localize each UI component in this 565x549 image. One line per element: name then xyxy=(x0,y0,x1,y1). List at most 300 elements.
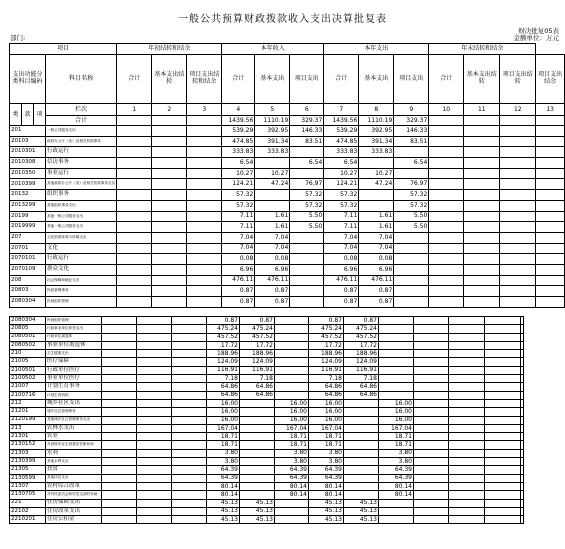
cell-c4: 7.18 xyxy=(207,375,240,383)
cell-c9 xyxy=(379,325,414,333)
cell-c9: 64.39 xyxy=(379,466,414,474)
cell-c13 xyxy=(521,375,524,383)
cell-c8: 0.87 xyxy=(359,286,394,297)
table-row xyxy=(10,190,565,201)
cell-c9: 18.71 xyxy=(379,433,414,441)
cell-c8: 45.13 xyxy=(344,507,379,515)
subject-name: 农业 xyxy=(46,433,102,441)
subject-name: 住房公积金 xyxy=(46,516,102,524)
cell-c3 xyxy=(187,275,222,286)
cell-c2 xyxy=(137,424,172,432)
cell-c5: 188.96 xyxy=(240,350,275,358)
subject-code: 2070101 xyxy=(10,254,46,265)
cell-c13 xyxy=(521,507,524,515)
cell-c4: 7.11 xyxy=(222,211,255,222)
table-row xyxy=(10,317,524,325)
cell-c12 xyxy=(500,286,536,297)
cell-c3 xyxy=(172,399,207,407)
cell-c3 xyxy=(187,158,222,169)
subject-code: 21007 xyxy=(10,383,46,391)
subject-name: 事业单位离退休 xyxy=(46,341,102,349)
subject-code: 21305 xyxy=(10,466,46,474)
cell-c13 xyxy=(521,433,524,441)
cell-c3 xyxy=(172,375,207,383)
cell-c8: 0.87 xyxy=(344,317,379,325)
header-basic-exp-2: 基本支出 xyxy=(359,55,394,104)
subject-name: 其他城乡社区管理事务支出 xyxy=(46,416,102,424)
cell-c11 xyxy=(464,136,500,147)
cell-c13 xyxy=(521,366,524,374)
subject-name: 行政事业单位养老支出 xyxy=(46,325,102,333)
cell-c8 xyxy=(344,441,379,449)
cell-c10 xyxy=(414,499,449,507)
cell-c7: 64.39 xyxy=(309,466,344,474)
cell-c13 xyxy=(536,275,565,286)
subject-name: 扶贫 xyxy=(46,466,102,474)
table-row xyxy=(10,179,565,190)
header-func-code: 支出功能分类科目编码 xyxy=(10,55,46,104)
cell-c5: 10.27 xyxy=(255,168,290,179)
table-row xyxy=(10,458,524,466)
cell-c11 xyxy=(449,424,485,432)
cell-c5: 6.96 xyxy=(255,264,290,275)
cell-c4: 3.80 xyxy=(207,458,240,466)
total-c4: 1439.56 xyxy=(222,116,255,126)
cell-c1 xyxy=(102,375,137,383)
cell-c5: 45.13 xyxy=(240,516,275,524)
cell-c8 xyxy=(344,424,379,432)
cell-c7: 6.54 xyxy=(324,158,359,169)
cell-c9: 57.32 xyxy=(394,200,429,211)
cell-c9: 146.33 xyxy=(394,126,429,137)
cell-c7: 7.11 xyxy=(324,222,359,233)
subject-name: 行政单位医疗 xyxy=(46,366,102,374)
header-year-expend: 本年支出 xyxy=(324,44,429,55)
subject-code: 2100501 xyxy=(10,366,46,374)
cell-c11 xyxy=(464,158,500,169)
cell-c1 xyxy=(102,325,137,333)
cell-c11 xyxy=(449,507,485,515)
cell-c2 xyxy=(152,168,187,179)
cell-c11 xyxy=(449,375,485,383)
subject-name: 其他一般公共服务支出 xyxy=(46,211,117,222)
cell-c10 xyxy=(414,449,449,457)
cell-c10 xyxy=(414,366,449,374)
subject-code: 2080304 xyxy=(10,297,46,308)
cell-c5: 45.13 xyxy=(240,507,275,515)
cell-c3 xyxy=(172,449,207,457)
subject-name: 计划生育机构 xyxy=(46,391,102,399)
cell-c11 xyxy=(464,232,500,243)
unit-label: 金额单位：万元 xyxy=(513,34,559,42)
cell-c11 xyxy=(449,341,485,349)
cell-c4: 16.00 xyxy=(207,416,240,424)
cell-c2 xyxy=(152,179,187,190)
cell-c3 xyxy=(172,466,207,474)
cell-c5: 391.34 xyxy=(255,136,290,147)
cell-c4: 476.11 xyxy=(222,275,255,286)
cell-c9: 80.14 xyxy=(379,482,414,490)
table-row xyxy=(10,358,524,366)
table-row xyxy=(10,168,565,179)
subject-name: 文化 xyxy=(46,243,117,254)
cell-c10 xyxy=(414,458,449,466)
header-project-exp-2: 项目支出 xyxy=(394,55,429,104)
cell-c4: 0.87 xyxy=(222,286,255,297)
cell-c10 xyxy=(429,158,464,169)
cell-c5 xyxy=(255,200,290,211)
cell-c5 xyxy=(255,158,290,169)
cell-c13 xyxy=(521,408,524,416)
subject-code: 210 xyxy=(10,350,46,358)
cell-c7: 3.80 xyxy=(309,449,344,457)
cell-c7: 188.96 xyxy=(309,350,344,358)
cell-c8: 475.24 xyxy=(344,325,379,333)
header-total-4: 合计 xyxy=(429,55,464,104)
cell-c3 xyxy=(187,222,222,233)
cell-c5 xyxy=(255,190,290,201)
cell-c8 xyxy=(344,491,379,499)
cell-c1 xyxy=(117,190,152,201)
subject-name: 住房改革支出 xyxy=(46,507,102,515)
cell-c11 xyxy=(464,286,500,297)
subject-name: 其他政府办公厅（室）及相关机构事务支出 xyxy=(46,179,117,190)
cell-c1 xyxy=(117,297,152,308)
subject-code: 21303 xyxy=(10,449,46,457)
total-row xyxy=(10,116,565,126)
table-row xyxy=(10,341,524,349)
approval-table-top xyxy=(9,43,565,308)
subject-code: 20805 xyxy=(10,325,46,333)
table-row xyxy=(10,383,524,391)
cell-c5: 0.87 xyxy=(255,297,290,308)
subject-name: 群众文化 xyxy=(46,264,117,275)
cell-c12 xyxy=(500,297,536,308)
subject-name: 行政运行 xyxy=(46,147,117,158)
cell-c7: 16.00 xyxy=(309,399,344,407)
cell-c13 xyxy=(521,499,524,507)
cell-c1 xyxy=(117,264,152,275)
cell-c12 xyxy=(485,516,521,524)
cell-c11 xyxy=(464,179,500,190)
cell-c7: 7.04 xyxy=(324,232,359,243)
cell-c5 xyxy=(240,416,275,424)
subject-code: 20132 xyxy=(10,190,46,201)
cell-c4: 80.14 xyxy=(207,491,240,499)
cell-c10 xyxy=(429,147,464,158)
cell-c13 xyxy=(521,333,524,341)
cell-c12 xyxy=(500,158,536,169)
cell-c6: 64.39 xyxy=(275,474,309,482)
subject-name: 农村综合改革 xyxy=(46,482,102,490)
table-row xyxy=(10,491,524,499)
cell-c10 xyxy=(429,254,464,265)
subject-code: 20701 xyxy=(10,243,46,254)
cell-c2 xyxy=(137,408,172,416)
cell-c1 xyxy=(102,433,137,441)
cell-c13 xyxy=(536,243,565,254)
cell-c6 xyxy=(290,147,324,158)
cell-c12 xyxy=(485,408,521,416)
subject-name: 信访事务 xyxy=(46,158,117,169)
table-row xyxy=(10,499,524,507)
cell-c11 xyxy=(449,433,485,441)
cell-c9 xyxy=(379,350,414,358)
cell-c7: 10.27 xyxy=(324,168,359,179)
cell-c11 xyxy=(464,168,500,179)
subject-code: 2130152 xyxy=(10,441,46,449)
subject-code: 2210201 xyxy=(10,516,46,524)
cell-c8: 0.87 xyxy=(359,297,394,308)
cell-c12 xyxy=(500,275,536,286)
cell-c9 xyxy=(394,254,429,265)
cell-c4: 474.85 xyxy=(222,136,255,147)
subject-name: 对高校毕业生到基层任职补助 xyxy=(46,441,102,449)
cell-c9 xyxy=(379,358,414,366)
col-number: 4 xyxy=(222,104,255,116)
cell-c9 xyxy=(394,147,429,158)
cell-c4: 64.39 xyxy=(207,474,240,482)
cell-c5 xyxy=(240,433,275,441)
cell-c4: 116.91 xyxy=(207,366,240,374)
table-row xyxy=(10,466,524,474)
cell-c3 xyxy=(187,243,222,254)
cell-c1 xyxy=(102,366,137,374)
cell-c12 xyxy=(485,482,521,490)
col-number: 5 xyxy=(255,104,290,116)
cell-c3 xyxy=(187,297,222,308)
subject-code: 21301 xyxy=(10,433,46,441)
cell-c8 xyxy=(344,399,379,407)
cell-c13 xyxy=(536,168,565,179)
cell-c8: 45.13 xyxy=(344,516,379,524)
cell-c3 xyxy=(172,507,207,515)
cell-c9 xyxy=(394,168,429,179)
table-row xyxy=(10,375,524,383)
cell-c9: 76.97 xyxy=(394,179,429,190)
cell-c13 xyxy=(521,449,524,457)
cell-c1 xyxy=(117,254,152,265)
cell-c2 xyxy=(152,126,187,137)
cell-c7: 7.04 xyxy=(324,243,359,254)
table-row xyxy=(10,507,524,515)
cell-c12 xyxy=(500,211,536,222)
cell-c12 xyxy=(485,507,521,515)
cell-c13 xyxy=(536,126,565,137)
cell-c3 xyxy=(172,441,207,449)
table-row xyxy=(10,408,524,416)
cell-c7: 18.71 xyxy=(309,441,344,449)
cell-c2 xyxy=(152,136,187,147)
cell-c8: 64.86 xyxy=(344,383,379,391)
cell-c11 xyxy=(464,190,500,201)
total-c9: 329.37 xyxy=(394,116,429,126)
cell-c4: 57.32 xyxy=(222,190,255,201)
cell-c11 xyxy=(449,358,485,366)
cell-c1 xyxy=(117,136,152,147)
subject-name: 行政运行 xyxy=(46,254,117,265)
subject-name: 民政管理事务 xyxy=(46,286,117,297)
cell-c4: 7.11 xyxy=(222,222,255,233)
cell-c1 xyxy=(102,408,137,416)
table-row xyxy=(10,243,565,254)
subject-code: 2100502 xyxy=(10,375,46,383)
cell-c12 xyxy=(500,200,536,211)
cell-c6: 3.80 xyxy=(275,458,309,466)
header-xiang: 项 xyxy=(34,104,46,126)
cell-c2 xyxy=(137,491,172,499)
col-number: 7 xyxy=(324,104,359,116)
cell-c2 xyxy=(152,222,187,233)
cell-c2 xyxy=(137,458,172,466)
cell-c6 xyxy=(275,366,309,374)
cell-c6: 5.50 xyxy=(290,222,324,233)
header-kuan: 款 xyxy=(22,104,34,126)
cell-c4: 45.13 xyxy=(207,499,240,507)
col-number: 9 xyxy=(394,104,429,116)
cell-c1 xyxy=(117,126,152,137)
subject-name: 事业单位医疗 xyxy=(46,375,102,383)
cell-c7: 7.11 xyxy=(324,211,359,222)
cell-c12 xyxy=(500,136,536,147)
cell-c7: 7.18 xyxy=(309,375,344,383)
cell-c5: 7.18 xyxy=(240,375,275,383)
cell-c7: 45.13 xyxy=(309,516,344,524)
cell-c1 xyxy=(117,243,152,254)
cell-c9 xyxy=(394,243,429,254)
cell-c13 xyxy=(536,190,565,201)
subject-code: 2010350 xyxy=(10,168,46,179)
cell-c13 xyxy=(536,147,565,158)
cell-c2 xyxy=(137,358,172,366)
cell-c5 xyxy=(240,474,275,482)
cell-c9: 57.32 xyxy=(394,190,429,201)
cell-c10 xyxy=(429,243,464,254)
cell-c8: 391.34 xyxy=(359,136,394,147)
cell-c6: 18.71 xyxy=(275,433,309,441)
cell-c5: 457.52 xyxy=(240,333,275,341)
cell-c8: 6.96 xyxy=(359,264,394,275)
cell-c8: 45.13 xyxy=(344,499,379,507)
subject-name: 其他扶贫支出 xyxy=(46,474,102,482)
cell-c9 xyxy=(379,507,414,515)
cell-c6: 18.71 xyxy=(275,441,309,449)
subject-code: 21307 xyxy=(10,482,46,490)
cell-c7: 0.87 xyxy=(324,286,359,297)
cell-c3 xyxy=(187,147,222,158)
cell-c10 xyxy=(414,383,449,391)
subject-name: 社会保障和就业支出 xyxy=(46,275,117,286)
cell-c8: 333.83 xyxy=(359,147,394,158)
cell-c2 xyxy=(137,317,172,325)
cell-c2 xyxy=(137,441,172,449)
table-row xyxy=(10,424,524,432)
col-number: 8 xyxy=(359,104,394,116)
cell-c12 xyxy=(500,147,536,158)
cell-c7: 124.21 xyxy=(324,179,359,190)
cell-c9 xyxy=(379,341,414,349)
cell-c6 xyxy=(275,325,309,333)
cell-c1 xyxy=(102,516,137,524)
subject-code: 2120199 xyxy=(10,416,46,424)
cell-c5: 17.72 xyxy=(240,341,275,349)
cell-c2 xyxy=(152,243,187,254)
header-project-exp-1: 项目支出 xyxy=(290,55,324,104)
header-total-3: 合计 xyxy=(324,55,359,104)
cell-c5: 45.13 xyxy=(240,499,275,507)
cell-c8: 116.91 xyxy=(344,366,379,374)
cell-c1 xyxy=(117,147,152,158)
cell-c1 xyxy=(102,391,137,399)
cell-c5: 7.04 xyxy=(255,232,290,243)
cell-c3 xyxy=(172,433,207,441)
cell-c4: 124.21 xyxy=(222,179,255,190)
cell-c4: 64.86 xyxy=(207,383,240,391)
subject-name: 组织事务 xyxy=(46,190,117,201)
cell-c3 xyxy=(172,516,207,524)
cell-c11 xyxy=(449,491,485,499)
cell-c10 xyxy=(414,482,449,490)
cell-c4: 18.71 xyxy=(207,441,240,449)
col-number: 12 xyxy=(500,104,536,116)
cell-c10 xyxy=(429,286,464,297)
cell-c9: 16.00 xyxy=(379,408,414,416)
cell-c8: 7.04 xyxy=(359,232,394,243)
cell-c11 xyxy=(449,408,485,416)
subject-code: 2130599 xyxy=(10,474,46,482)
cell-c12 xyxy=(485,358,521,366)
cell-c8: 0.08 xyxy=(359,254,394,265)
col-number: 11 xyxy=(464,104,500,116)
cell-c2 xyxy=(152,190,187,201)
cell-c6 xyxy=(290,254,324,265)
cell-c6 xyxy=(275,358,309,366)
cell-c13 xyxy=(536,297,565,308)
cell-c12 xyxy=(485,333,521,341)
cell-c6 xyxy=(275,333,309,341)
cell-c3 xyxy=(187,211,222,222)
cell-c1 xyxy=(102,482,137,490)
table-row xyxy=(10,516,524,524)
subject-code: 20199 xyxy=(10,211,46,222)
cell-c4: 124.09 xyxy=(207,358,240,366)
cell-c6 xyxy=(275,375,309,383)
cell-c12 xyxy=(485,325,521,333)
table-row xyxy=(10,474,524,482)
cell-c13 xyxy=(521,399,524,407)
cell-c9 xyxy=(379,375,414,383)
cell-c2 xyxy=(152,297,187,308)
form-number: 财决批复05表 xyxy=(518,27,559,35)
cell-c10 xyxy=(414,333,449,341)
cell-c2 xyxy=(152,200,187,211)
cell-c11 xyxy=(464,243,500,254)
cell-c2 xyxy=(137,350,172,358)
cell-c12 xyxy=(485,499,521,507)
header-total-1: 合计 xyxy=(117,55,152,104)
subject-code: 2013299 xyxy=(10,200,46,211)
cell-c11 xyxy=(449,317,485,325)
cell-c9: 167.04 xyxy=(379,424,414,432)
subject-name: 城乡社区管理事务 xyxy=(46,408,102,416)
cell-c10 xyxy=(414,441,449,449)
cell-c5: 124.09 xyxy=(240,358,275,366)
cell-c5: 392.95 xyxy=(255,126,290,137)
cell-c2 xyxy=(137,482,172,490)
cell-c11 xyxy=(449,416,485,424)
cell-c1 xyxy=(102,441,137,449)
table-row xyxy=(10,482,524,490)
